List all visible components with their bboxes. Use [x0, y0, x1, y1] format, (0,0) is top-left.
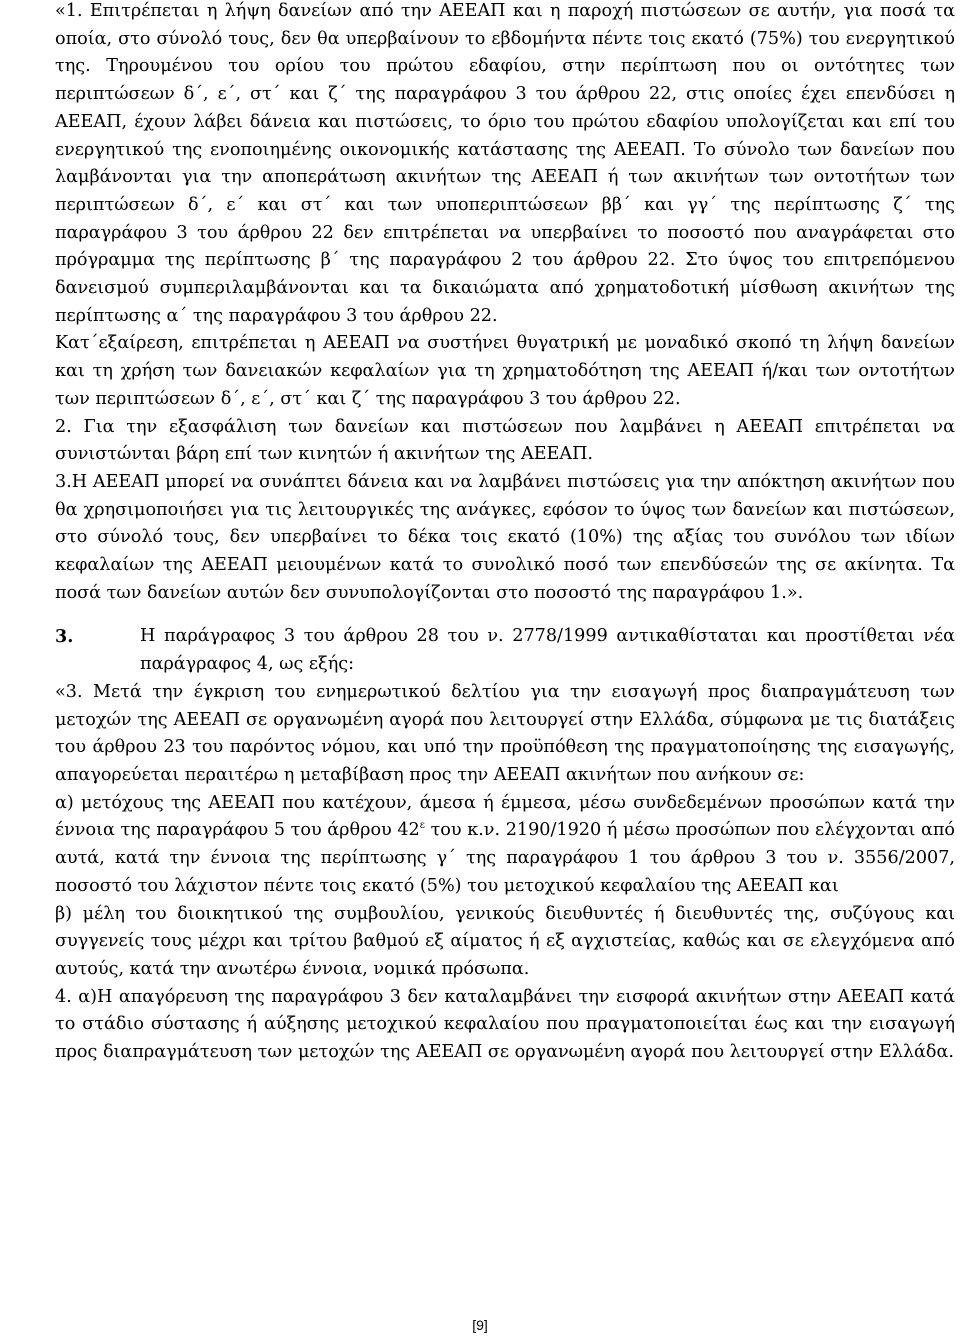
paragraph-3: 3.Η ΑΕΕΑΠ μπορεί να συνάπτει δάνεια και να λαμβάνει πιστώσεις για την απόκτηση ακινήτων που θα χρησιμοποιήσει για τις λειτουργικές της ανάγκες, εφόσον το ύψος των δανείων και πιστώσεων, στο σύνολό τους, δεν υπερβαίνει το δέκα τοις εκατό (10%) της αξίας του συνόλου των ιδίων κεφαλαίων της ΑΕΕΑΠ μειουμένων κατά το συνολικό ποσό των επενδύσεών της σε ακίνητα. Τα ποσά των δανείων αυτών δεν συνυπολογίζονται στο ποσοστό της παραγράφου 1.». [55, 471, 955, 603]
section-3-number: 3. [55, 626, 74, 648]
paragraph-case-a [55, 790, 955, 901]
paragraph-article-28-3: «3. Μετά την έγκριση του ενημερωτικού δελτίου για την εισαγωγή προς διαπραγμάτευση των μετοχών της ΑΕΕΑΠ σε οργανωμένη αγορά που λειτουργεί στην Ελλάδα, σύμφωνα με τις διατάξεις του άρθρου 23 του παρόντος νόμου, και υπό την προϋπόθεση της πραγματοποίησης της εισαγωγής, απαγορεύεται περαιτέρω η μεταβίβαση προς την ΑΕΕΑΠ ακινήτων που ανήκουν σε: [55, 681, 955, 785]
paragraph-case-b: β) μέλη του διοικητικού της συμβουλίου, γενικούς διευθυντές ή διευθυντές της, συζύγους και συγγενείς τους μέχρι και τρίτου βαθμού εξ αίματος ή εξ αγχιστείας, καθώς και σε ελεγχόμενα από αυτούς, κατά την ανωτέρω έννοια, νομικά πρόσωπα. [55, 903, 955, 979]
paragraph-2: 2. Για την εξασφάλιση των δανείων και πιστώσεων που λαμβάνει η ΑΕΕΑΠ επιτρέπεται να συνιστώνται βάρη επί των κινητών ή ακινήτων της ΑΕΕΑΠ. [55, 416, 955, 465]
paragraph-exception: Κατ΄εξαίρεση, επιτρέπεται η ΑΕΕΑΠ να συστήνει θυγατρική με μοναδικό σκοπό τη λήψη δανείων και τη χρήση των δανειακών κεφαλαίων για τη χρηματοδότηση της ΑΕΕΑΠ ή/και των οντοτήτων των περιπτώσεων δ΄, ε΄, στ΄ και ζ΄ της παραγράφου 3 του άρθρου 22. [55, 333, 955, 409]
case-a-text-1: α) μετόχους της ΑΕΕΑΠ που κατέχουν, άμεσα ή έμμεσα, μέσω συνδεδεμένων προσώπων κατά την έννοια της παραγράφου 5 του άρθρου 42 [55, 792, 955, 841]
paragraph-1: «1. Επιτρέπεται η λήψη δανείων από την ΑΕΕΑΠ και η παροχή πιστώσεων σε αυτήν, για ποσά τα οποία, στο σύνολό τους, δεν θα υπερβαίνουν το εβδομήντα πέντε τοις εκατό (75%) του ενεργητικού της. Τηρουμένου του ορίου του πρώτου εδαφίου, στην περίπτωση που οι οντότητες των περιπτώσεων δ΄, ε΄, στ΄ και ζ΄ της παραγράφου 3 του άρθρου 22, στις οποίες έχει επενδύσει η ΑΕΕΑΠ, έχουν λάβει δάνεια και πιστώσεις, το όριο του πρώτου εδαφίου υπολογίζεται και επί του ενεργητικού της ενοποιημένης οικονομικής κατάστασης της ΑΕΕΑΠ. Το σύνολο των δανείων που λαμβάνονται για την αποπεράτωση ακινήτων της ΑΕΕΑΠ ή των ακινήτων των οντοτήτων των περιπτώσεων δ΄, ε΄ και στ΄ και των υποπεριπτώσεων ββ΄ και γγ΄ της περίπτωσης ζ΄ της παραγράφου 3 του άρθρου 22 δεν επιτρέπεται να υπερβαίνει το ποσοστό που αναγράφεται στο πρόγραμμα της περίπτωσης β΄ της παραγράφου 2 του άρθρου 22. Στο ύψος του επιτρεπόμενου δανεισμού συμπεριλαμβάνονται και τα δικαιώματα από χρηματοδοτική μίσθωση ακινήτων της περίπτωσης α΄ της παραγράφου 3 του άρθρου 22. [55, 1, 955, 326]
section-3-text: Η παράγραφος 3 του άρθρου 28 του ν. 2778/1999 αντικαθίσταται και προστίθεται νέα παράγραφος 4, ως εξής: [140, 626, 955, 675]
section-3-heading [55, 623, 955, 678]
document-body [55, 0, 955, 1067]
paragraph-4: 4. α)Η απαγόρευση της παραγράφου 3 δεν καταλαμβάνει την εισφορά ακινήτων στην ΑΕΕΑΠ κατά το στάδιο σύστασης ή αύξησης μετοχικού κεφαλαίου που πραγματοποιείται έως και την εισαγωγή προς διαπραγμάτευση των μετοχών της ΑΕΕΑΠ σε οργανωμένη αγορά που λειτουργεί στην Ελλάδα. [55, 986, 955, 1063]
page-number: [9] [472, 1317, 488, 1333]
case-a-text-2: του κ.ν. 2190/1920 ή μέσω προσώπων που ελέγχονται από αυτά, κατά την έννοια της περίπτωσης γ΄ της παραγράφου 1 του άρθρου 3 του ν. 3556/2007, ποσοστό του λάχιστον πέντε τοις εκατό (5%) του μετοχικού κεφαλαίου της ΑΕΕΑΠ και [55, 820, 956, 896]
case-a-superscript: ε [419, 820, 425, 832]
